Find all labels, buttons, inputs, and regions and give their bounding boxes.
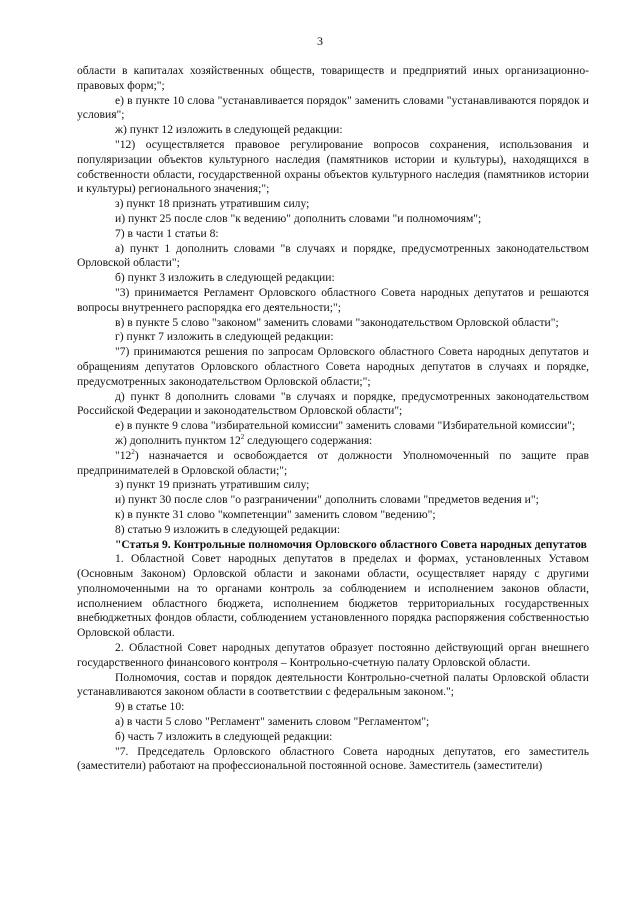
paragraph: "3) принимается Регламент Орловского областного Совета народных депутатов и решаются вопросы внутреннего распорядка его деятельности;"; — [77, 285, 589, 314]
paragraph: з) пункт 18 признать утратившим силу; — [115, 197, 310, 211]
paragraph — [77, 449, 589, 479]
document-body — [77, 64, 589, 774]
paragraph-text: "12 — [115, 448, 132, 462]
paragraph: 7) в части 1 статьи 8: — [115, 226, 219, 240]
paragraph: ж) пункт 12 изложить в следующей редакции: — [115, 123, 343, 137]
paragraph: и) пункт 25 после слов "к ведению" дополнить словами "и полномочиям"; — [115, 211, 482, 225]
paragraph: "7) принимаются решения по запросам Орловского областного Совета народных депутатов и обращениям депутатов Орловского областного Совета народных депутатов в случаях и порядке, предусмотренных законодательством Орловской области;"; — [77, 345, 589, 388]
paragraph: в) в пункте 5 слово "законом" заменить словами "законодательством Орловской области"; — [115, 315, 559, 329]
paragraph: б) часть 7 изложить в следующей редакции: — [115, 729, 333, 743]
paragraph: "7. Председатель Орловского областного Совета народных депутатов, его заместитель (заместители) работают на профессиональной постоянной основе. Заместитель (заместители) — [77, 744, 589, 773]
paragraph: "12) осуществляется правовое регулирование вопросов сохранения, использования и популяризации объектов культурного наследия (памятников истории и культуры), находящихся в собственности области, государственной охраны объектов культурного наследия (памятников истории и культуры) регионального значения;"; — [77, 137, 589, 196]
paragraph: е) в пункте 9 слова "избирательной комиссии" заменить словами "Избирательной комиссии"; — [115, 419, 576, 433]
paragraph: е) в пункте 10 слова "устанавливается порядок" заменить словами "устанавливаются порядок и условия"; — [77, 93, 589, 122]
paragraph: з) пункт 19 признать утратившим силу; — [115, 478, 310, 492]
paragraph: Полномочия, состав и порядок деятельности Контрольно-счетной палаты Орловской области устанавливаются законом области в соответствии с федеральным законом."; — [77, 670, 589, 699]
article-heading: "Статья 9. Контрольные полномочия Орловского областного Совета народных депутатов — [115, 537, 587, 551]
page-number: 3 — [317, 34, 323, 48]
paragraph: 8) статью 9 изложить в следующей редакции: — [115, 522, 341, 536]
paragraph-text: ж) дополнить пунктом 12 — [115, 433, 241, 447]
paragraph: б) пункт 3 изложить в следующей редакции: — [115, 271, 335, 285]
paragraph: а) пункт 1 дополнить словами "в случаях и порядке, предусмотренных законодательством Орловской области"; — [77, 241, 589, 270]
paragraph: г) пункт 7 изложить в следующей редакции: — [115, 330, 334, 344]
paragraph — [77, 434, 589, 449]
paragraph: 2. Областной Совет народных депутатов образует постоянно действующий орган внешнего государственного финансового контроля – Контрольно-счетную палату Орловской области. — [77, 641, 589, 669]
paragraph: д) пункт 8 дополнить словами "в случаях и порядке, предусмотренных законодательством Российской Федерации и законодательством Орловской области"; — [77, 389, 589, 418]
paragraph: а) в части 5 слово "Регламент" заменить словом "Регламентом"; — [115, 715, 430, 729]
paragraph: к) в пункте 31 слово "компетенции" заменить словом "ведению"; — [115, 507, 436, 521]
paragraph: 9) в статье 10: — [115, 700, 185, 714]
paragraph-text: следующего содержания: — [244, 433, 373, 447]
paragraph: 1. Областной Совет народных депутатов в пределах и формах, установленных Уставом (Основным Законом) Орловской области и законами области, осуществляет наряду с другими уполномоченными на то органами контроль за соблюдением и исполнением законов области, исполнением областного бюджета, исполнением бюджетов территориальных государственных внебюджетных фондов области, соблюдением установленного порядка распоряжения собственностью Орловской области. — [77, 552, 589, 640]
paragraph: и) пункт 30 после слов "о разграничении" дополнить словами "предметов ведения и"; — [115, 493, 539, 507]
superscript: 2 — [131, 447, 135, 456]
paragraph-text: ) назначается и освобождается от должности Уполномоченный по защите прав предпринимателей в Орловской области;"; — [77, 448, 589, 477]
superscript: 2 — [240, 433, 245, 442]
paragraph: области в капиталах хозяйственных обществ, товариществ и предприятий иных организационно-правовых форм;"; — [77, 64, 589, 92]
